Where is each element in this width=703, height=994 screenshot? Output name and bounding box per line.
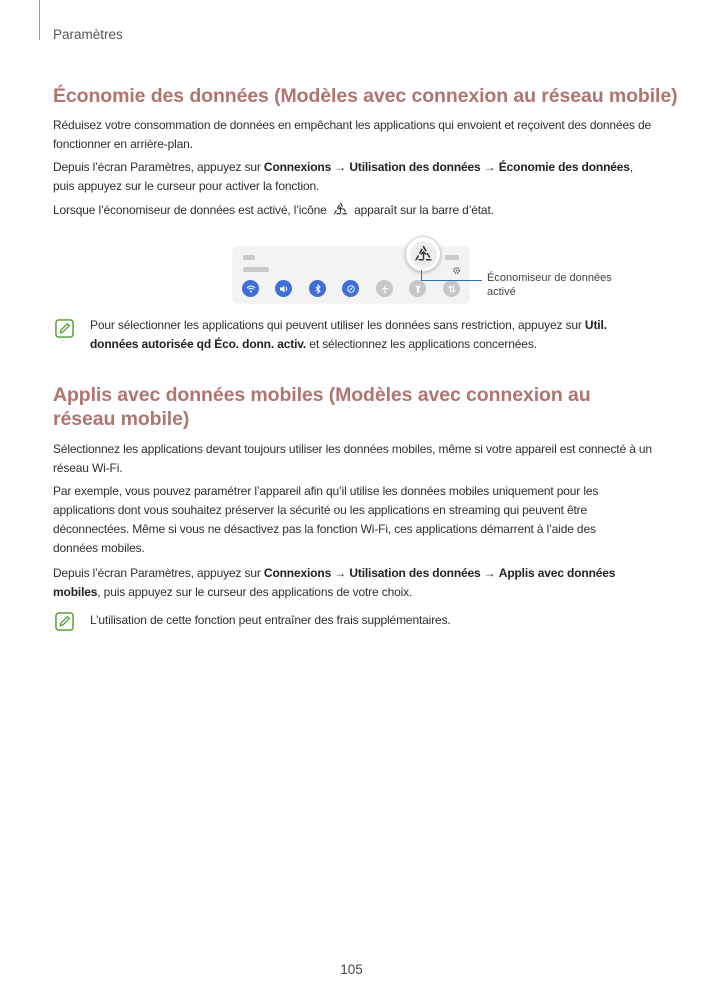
- settings-icon: [452, 266, 461, 275]
- data-saver-icon: [413, 244, 434, 265]
- data-saver-intro: Réduisez votre consommation de données en empêchant les applications qui envoient et reçoivent des données de fonctionner en arrière-plan.: [53, 118, 652, 151]
- note-icon: [55, 319, 74, 338]
- menu-path-mobile-data-apps: Applis avec données mobiles: [53, 566, 616, 599]
- mobile-data-apps-example: Par exemple, vous pouvez paramétrer l’appareil afin qu’il utilise les données mobiles uniquement pour les applications dont vous souhaitez préserver la sécurité ou les applications en streaming qui peuvent être déconnectées. Même si vous ne désactivez pas la fonction Wi-Fi, ces applications démarrent à l’aide des données mobiles.: [53, 484, 599, 555]
- data-saver-steps: Depuis l’écran Paramètres, appuyez sur Connexions → Utilisation des données → Économie des données, puis appuyez sur le curseur pour activer la fonction.: [53, 160, 634, 193]
- data-saver-callout: [405, 236, 441, 272]
- section-title-mobile-data-apps: Applis avec données mobiles (Modèles avec connexion au réseau mobile): [53, 384, 591, 430]
- menu-path-connexions: Connexions: [263, 160, 332, 174]
- mobile-data-apps-steps: Depuis l’écran Paramètres, appuyez sur Connexions → Utilisation des données → Applis avec données mobiles, puis appuyez sur le curseur des applications de votre choix.: [53, 566, 616, 599]
- menu-path-data-usage-2: Utilisation des données: [349, 566, 481, 580]
- header-rule: [39, 0, 40, 40]
- blurred-date: [243, 267, 269, 272]
- mobile-data-icon: [443, 280, 460, 297]
- auto-rotate-icon: [342, 280, 359, 297]
- note-icon: [55, 612, 74, 631]
- sound-icon: [275, 280, 292, 297]
- bluetooth-icon: [309, 280, 326, 297]
- wifi-icon: [242, 280, 259, 297]
- page-number: 105: [340, 962, 363, 977]
- data-saver-icon: [332, 201, 349, 218]
- running-header: Paramètres: [53, 27, 123, 42]
- section-title-data-saver: Économie des données (Modèles avec connexion au réseau mobile): [53, 85, 678, 107]
- blurred-time: [243, 255, 255, 260]
- callout-leader-horizontal: [421, 280, 482, 281]
- blurred-battery: [445, 255, 459, 260]
- airplane-mode-icon: [376, 280, 393, 297]
- mobile-data-apps-intro: Sélectionnez les applications devant toujours utiliser les données mobiles, même si votre appareil est connecté à un réseau Wi-Fi.: [53, 442, 652, 475]
- callout-label: Économiseur de données activé: [487, 272, 612, 298]
- menu-path-connexions-2: Connexions: [263, 566, 332, 580]
- unrestricted-apps-menu: Util. données autorisée qd Éco. donn. activ.: [90, 318, 607, 351]
- flashlight-icon: [409, 280, 426, 297]
- menu-path-data-saver: Économie des données: [498, 160, 630, 174]
- data-saver-note: Pour sélectionner les applications qui peuvent utiliser les données sans restriction, appuyez sur Util. données autorisée qd Éco. donn. activ. et sélectionnez les applications concernées.: [90, 318, 607, 351]
- data-saver-status-line: Lorsque l’économiseur de données est activé, l’icône apparaît sur la barre d’état.: [53, 203, 494, 217]
- mobile-data-apps-note: L’utilisation de cette fonction peut entraîner des frais supplémentaires.: [90, 613, 451, 627]
- menu-path-data-usage: Utilisation des données: [349, 160, 481, 174]
